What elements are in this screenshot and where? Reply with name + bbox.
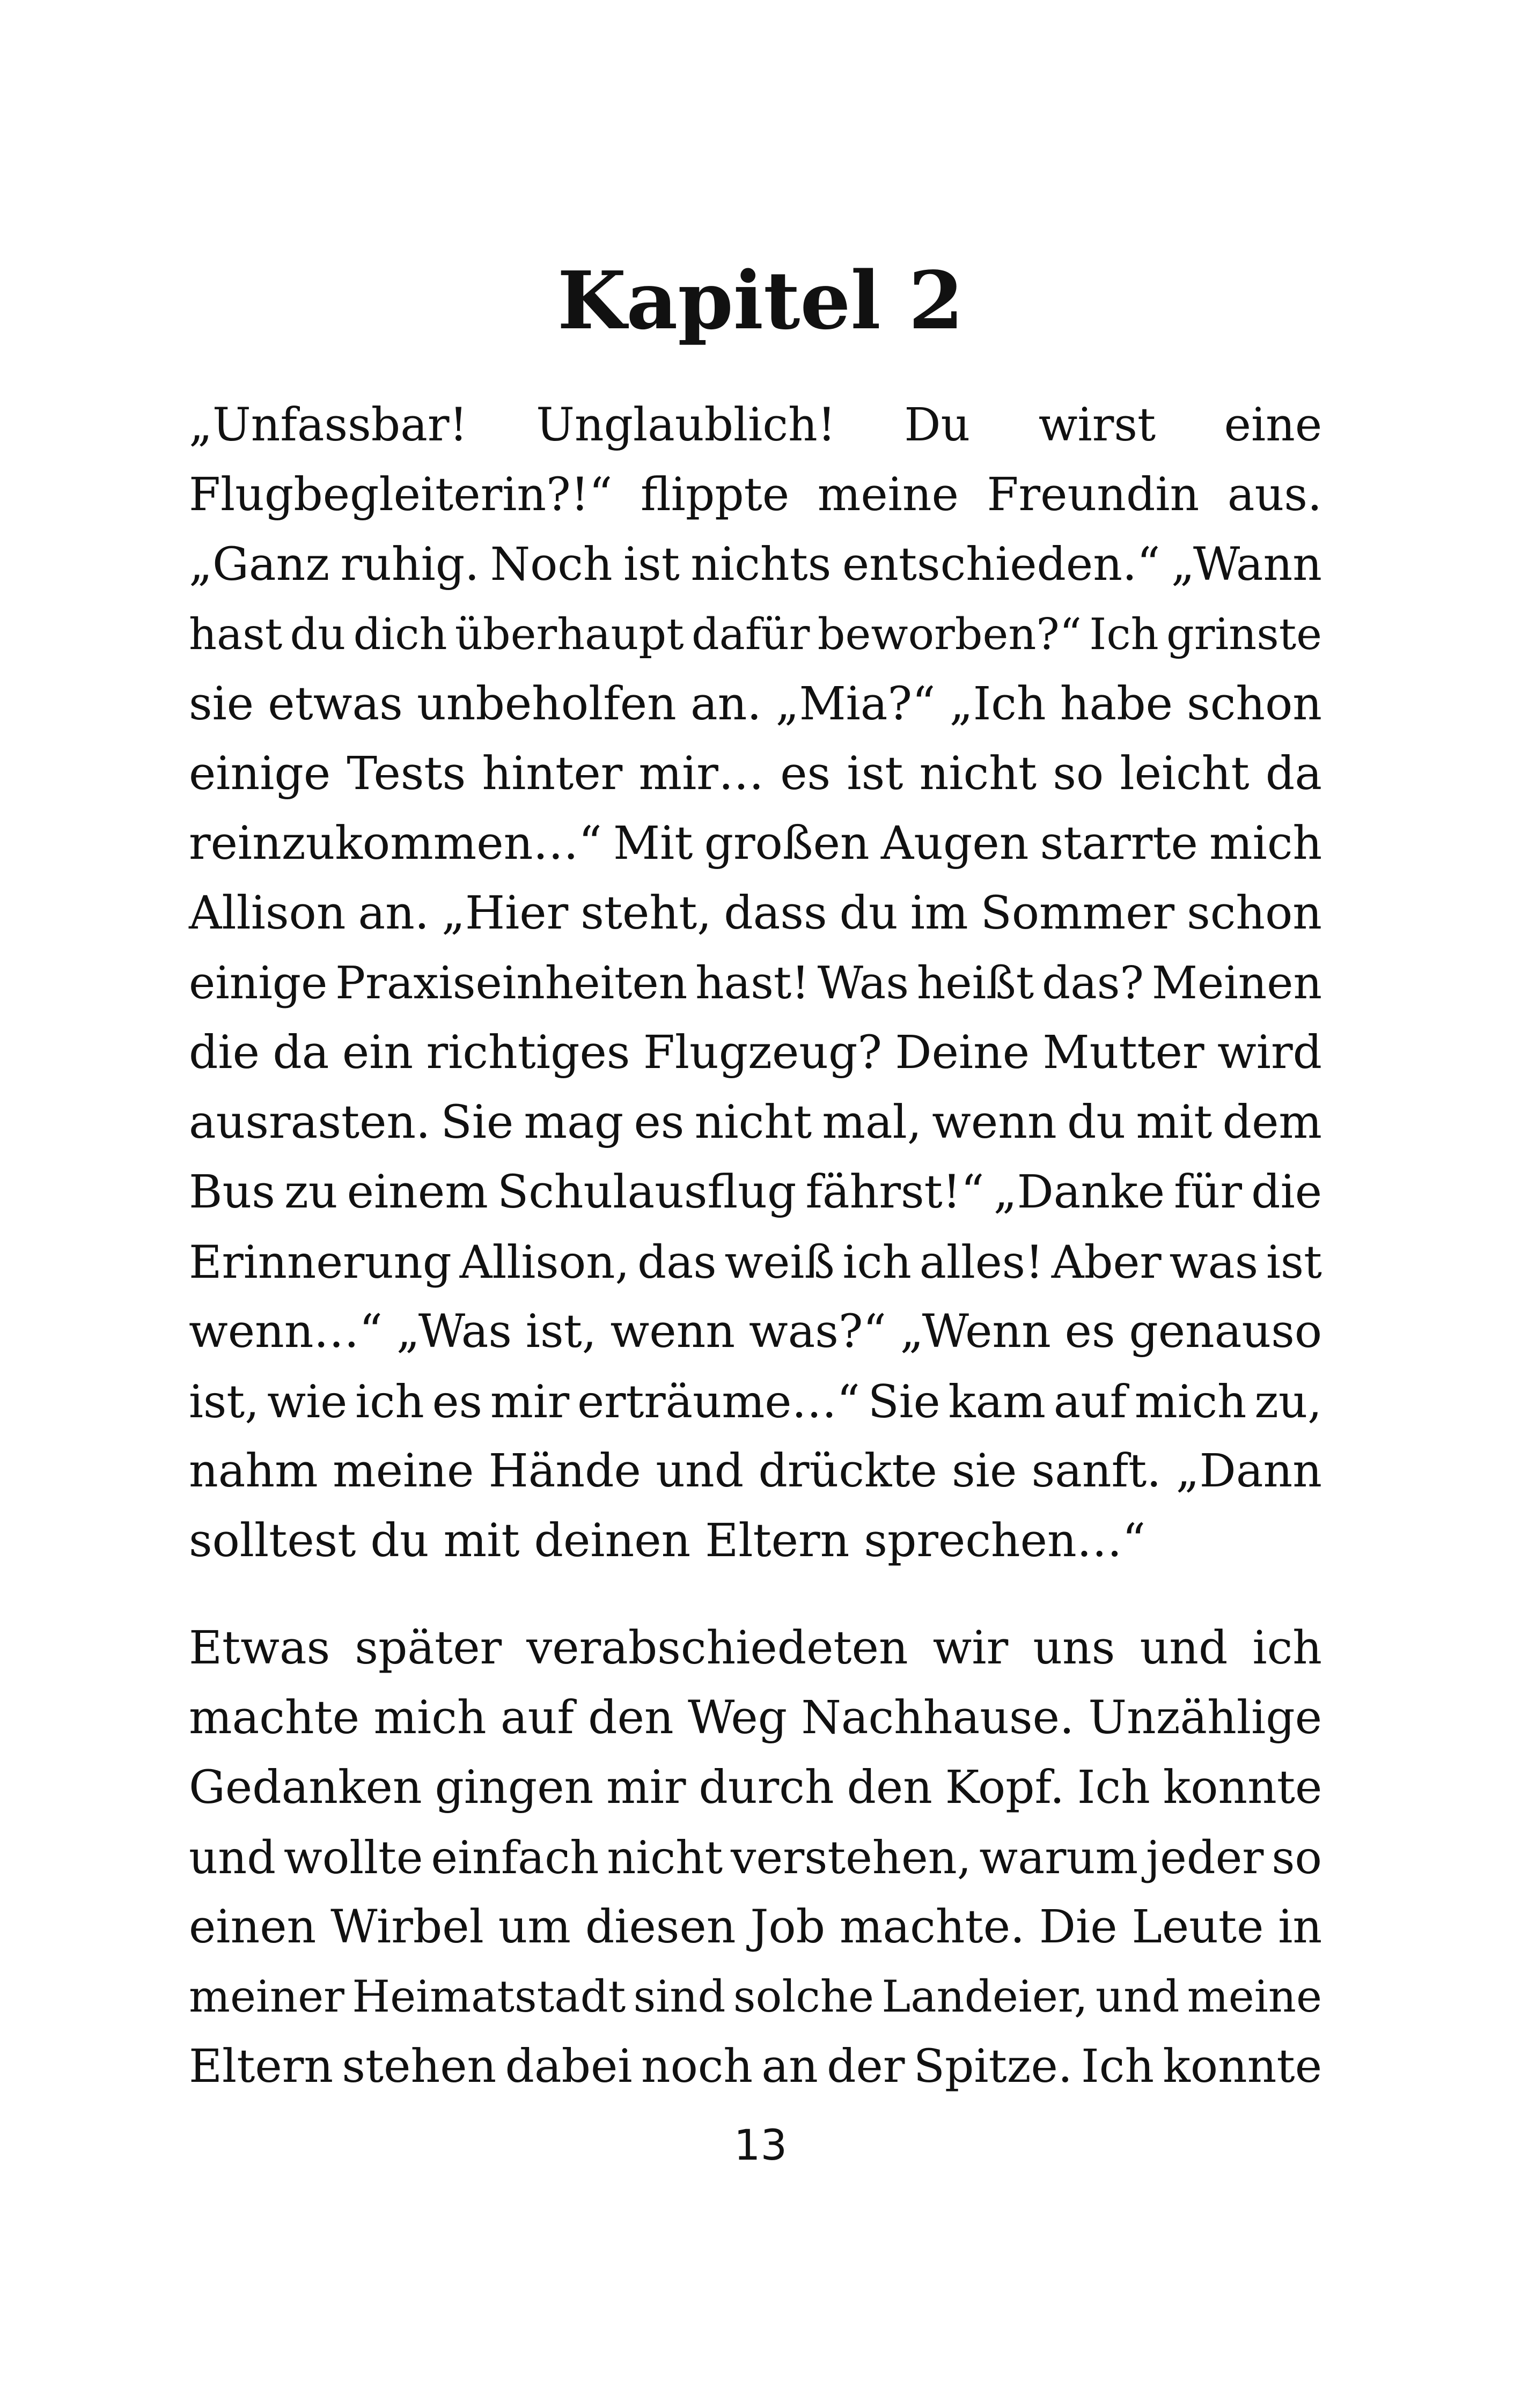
text-line: einige Praxiseinheiten hast! Was heißt das? Meinen: [189, 957, 1322, 1009]
text-line: einige Tests hinter mir… es ist nicht so leicht da: [189, 747, 1322, 800]
text-line: Bus zu einem Schulausflug fährst!“ „Danke für die: [189, 1166, 1322, 1219]
text-line: machte mich auf den Weg Nachhause. Unzählige: [189, 1691, 1322, 1744]
text-line: Eltern stehen dabei noch an der Spitze. Ich konnte: [189, 2040, 1322, 2093]
text-line: Etwas später verabschiedeten wir uns und ich: [189, 1622, 1322, 1675]
text-line: und wollte einfach nicht verstehen, warum jeder so: [189, 1831, 1322, 1884]
text-line: meiner Heimatstadt sind solche Landeier, und meine: [189, 1972, 1322, 2022]
text-line: sie etwas unbeholfen an. „Mia?“ „Ich habe schon: [189, 678, 1322, 731]
text-line: nahm meine Hände und drückte sie sanft. „Dann: [189, 1445, 1322, 1498]
page-number: 13: [733, 2122, 788, 2170]
paragraph-2: [189, 1614, 1322, 2102]
text-line: ausrasten. Sie mag es nicht mal, wenn du mit dem: [189, 1096, 1322, 1149]
text-line: Gedanken gingen mir durch den Kopf. Ich konnte: [189, 1761, 1322, 1814]
text-line: „Unfassbar! Unglaublich! Du wirst eine: [189, 399, 1322, 452]
text-line: Erinnerung Allison, das weiß ich alles! Aber was ist: [189, 1236, 1322, 1288]
text-line: Flugbegleiterin?!“ flippte meine Freundin aus.: [189, 468, 1322, 521]
text-line: einen Wirbel um diesen Job machte. Die Leute in: [189, 1901, 1322, 1954]
text-line: die da ein richtiges Flugzeug? Deine Mutter wird: [189, 1026, 1322, 1079]
text-line: solltest du mit deinen Eltern sprechen…“: [189, 1514, 1146, 1567]
text-line: „Ganz ruhig. Noch ist nichts entschieden.“ „Wann: [189, 538, 1322, 591]
text-line: wenn…“ „Was ist, wenn was?“ „Wenn es genauso: [189, 1305, 1322, 1358]
chapter-title: Kapitel 2: [557, 254, 964, 347]
paragraph-1: [189, 391, 1322, 1576]
text-line: reinzukommen…“ Mit großen Augen starrte mich: [189, 817, 1322, 870]
text-line: hast du dich überhaupt dafür beworben?“ Ich grinste: [189, 609, 1322, 660]
text-line: Allison an. „Hier steht, dass du im Sommer schon: [189, 887, 1322, 940]
text-line: ist, wie ich es mir erträume…“ Sie kam auf mich zu,: [189, 1375, 1322, 1428]
